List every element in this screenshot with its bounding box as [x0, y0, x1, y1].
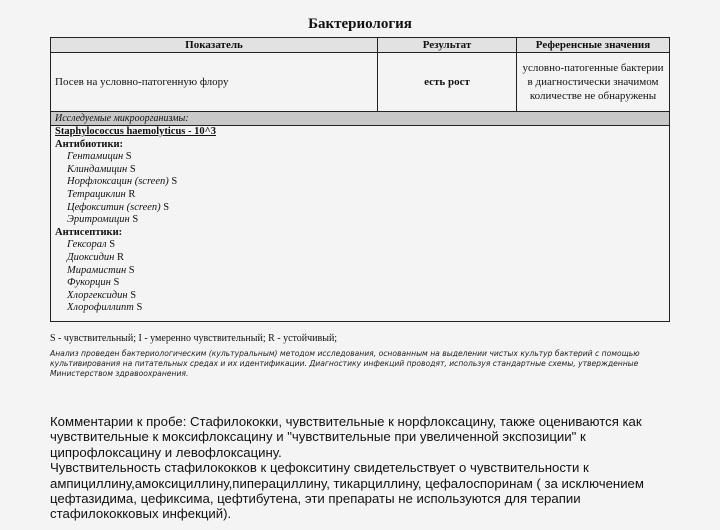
reference-value: условно-патогенные бактерии в диагностически значимом количестве не обнаружены — [517, 53, 670, 112]
method-note: Анализ проведен бактериологическим (культуральным) методом исследования, основанным на выделении чистых культур бактерий с помощью культивирования на питательных средах и их идентификации. Диагностику инфекций проводят, используя стандартные схемы, утвержденные Министерством здравоохранения. — [50, 349, 640, 378]
drug-name: Хлорофиллипт — [67, 302, 134, 314]
section-title: Бактериология — [308, 16, 412, 32]
microorganisms-subheader-row — [51, 112, 670, 126]
indicator-name: Посев на условно-патогенную флору — [51, 53, 378, 112]
drug-item — [55, 164, 665, 177]
comment-paragraph-2: Чувствительность стафилококков к цефокситину свидетельствует о чувствительности к ампициллину,амоксициллину,пиперациллину, тикарциллину, цефалоспоринам ( за исключением цефтазидима, цефиксима, цефтибутена, эти препараты не используются для терапии стафилококковых инфекций). — [50, 460, 644, 522]
drug-sensitivity: S — [163, 201, 170, 213]
drug-name: Эритромицин — [67, 214, 130, 226]
drug-sensitivity: R — [117, 251, 125, 263]
drug-item — [55, 214, 665, 227]
comment-paragraph-1: Комментарии к пробе: Стафилококки, чувствительные к норфлоксацину, также оцениваются как чувствительные к моксифлоксацину и "чувствительные при увеличенной экспозиции" к ципрофлоксацину и левофлоксацину. — [50, 414, 642, 460]
group-label: Антибиотики: — [55, 138, 124, 150]
microorganisms-subheader: Исследуемые микроорганизмы: — [51, 112, 670, 126]
drug-name: Цефокситин (screen) — [67, 201, 161, 213]
result-value: есть рост — [378, 53, 517, 112]
header-reference: Референсные значения — [517, 38, 670, 53]
drug-sensitivity: S — [132, 214, 139, 226]
drug-sensitivity: S — [171, 176, 178, 188]
drug-name: Клиндамицин — [67, 163, 128, 175]
drug-name: Мирамистин — [67, 264, 127, 276]
drug-name: Гексорал — [67, 239, 107, 251]
drug-name: Диоксидин — [67, 251, 115, 263]
header-result: Результат — [378, 38, 517, 53]
organism-name: Staphylococcus haemolyticus - 10^3 — [55, 126, 216, 137]
drug-name: Фукорцин — [67, 277, 111, 289]
drug-item — [55, 265, 665, 278]
drug-sensitivity: R — [128, 188, 136, 200]
drug-name: Хлоргексидин — [67, 289, 128, 301]
drug-sensitivity: S — [128, 264, 135, 276]
drug-item — [55, 189, 665, 202]
drug-item — [55, 202, 665, 215]
microorganism-cell — [51, 126, 670, 322]
drug-sensitivity: S — [113, 277, 120, 289]
results-table — [50, 37, 670, 322]
drug-item — [55, 252, 665, 265]
microorganism-row — [51, 126, 670, 322]
header-indicator: Показатель — [51, 38, 378, 53]
drug-sensitivity: S — [129, 163, 136, 175]
drug-name: Норфлоксацин (screen) — [67, 176, 169, 188]
drug-sensitivity: S — [109, 239, 116, 251]
drug-item — [55, 290, 665, 303]
sensitivity-legend: S - чувствительный; I - умеренно чувствительный; R - устойчивый; — [50, 333, 338, 344]
group-label: Антисептики: — [55, 226, 123, 238]
drug-sensitivity: S — [125, 151, 132, 163]
drug-sensitivity: S — [130, 289, 137, 301]
drug-name: Тетрациклин — [67, 188, 126, 200]
table-header-row — [51, 38, 670, 53]
drug-item — [55, 151, 665, 164]
sample-comment — [50, 414, 680, 522]
drug-name: Гентамицин — [67, 151, 124, 163]
drug-item — [55, 302, 665, 315]
sensitivity-groups — [55, 139, 665, 315]
drug-item — [55, 277, 665, 290]
drug-item — [55, 239, 665, 252]
drug-item — [55, 176, 665, 189]
table-row — [51, 53, 670, 112]
drug-sensitivity: S — [136, 302, 143, 314]
